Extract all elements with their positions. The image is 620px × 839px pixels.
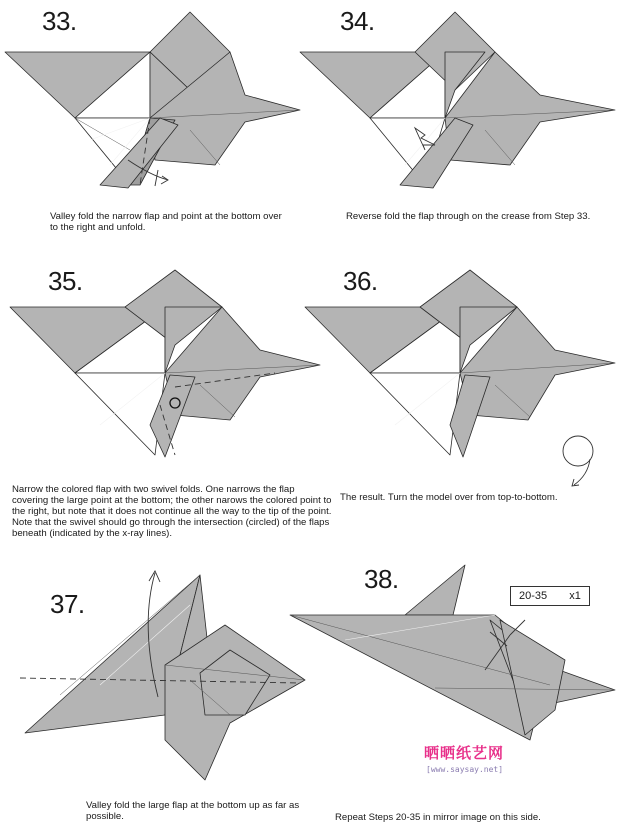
step-33-diagram: [0, 0, 310, 200]
step-34-diagram: [295, 0, 620, 200]
step-34-caption: Reverse fold the flap through on the crease from Step 33.: [346, 211, 591, 222]
step-37-caption: Valley fold the large flap at the bottom up as far as possible.: [86, 800, 300, 822]
step-36-caption: The result. Turn the model over from top-to-bottom.: [340, 492, 558, 503]
watermark-url: [www.saysay.net]: [426, 765, 504, 774]
step-34-number: 34.: [340, 6, 375, 36]
repeat-count: x1: [569, 590, 581, 602]
step-35-diagram: [0, 265, 320, 465]
step-38-caption: Repeat Steps 20-35 in mirror image on this side.: [335, 812, 541, 823]
step-36-diagram: [300, 265, 620, 490]
watermark-logo: 晒晒纸艺网: [424, 745, 505, 762]
step-33-number: 33.: [42, 6, 77, 36]
step-36-number: 36.: [343, 266, 378, 296]
repeat-range: 20-35: [519, 590, 548, 602]
repeat-note-box: [510, 586, 590, 606]
step-38-number: 38.: [364, 564, 399, 594]
step-33-caption: Valley fold the narrow flap and point at the bottom over to the right and unfold.: [50, 211, 282, 233]
step-37-diagram: [0, 565, 320, 790]
step-35-number: 35.: [48, 266, 83, 296]
step-35-caption: Narrow the colored flap with two swivel folds. One narrows the flap covering the large point at the bottom; the other narows the colored point to the right, but note that it does not continue all the way to the tip of the point. Note that the swivel should go through the intersection (circled) of the flaps beneath (indicated by the x-ray lines).: [12, 484, 332, 539]
step-37-number: 37.: [50, 589, 85, 619]
